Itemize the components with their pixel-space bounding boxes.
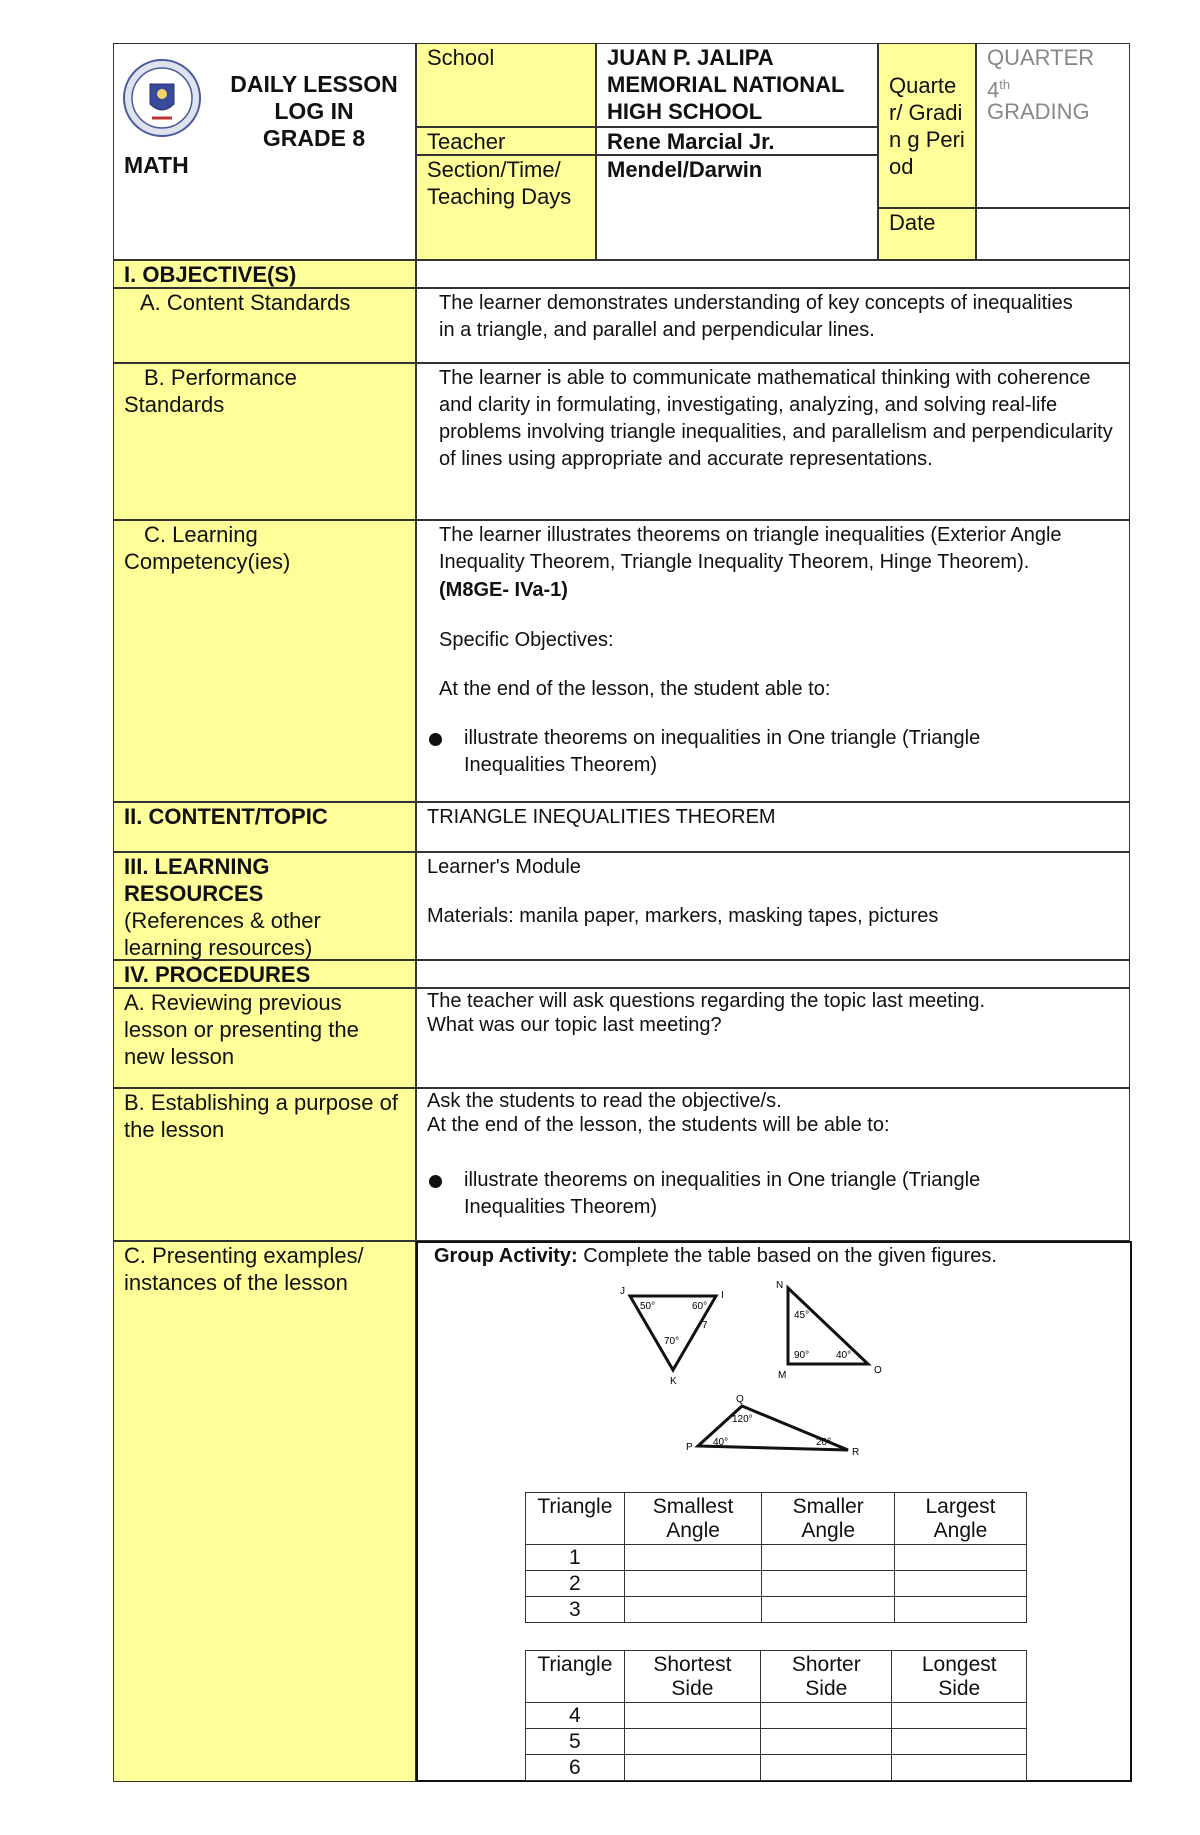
angles-header-smallest: Smallest Angle <box>624 1493 762 1545</box>
review-text-cell <box>416 988 1130 1088</box>
sides-header-shorter: Shorter Side <box>761 1651 892 1703</box>
purpose-label: B. Establishing a purpose of the lesson <box>124 1090 398 1142</box>
resources-label-rest: (References & other learning resources) <box>124 908 321 960</box>
sides-table-header-row <box>526 1651 1027 1703</box>
angles-row-3-cell[interactable] <box>762 1597 895 1623</box>
angles-table-header-row <box>526 1493 1027 1545</box>
t1-side-label: 7 <box>702 1320 708 1331</box>
t3-angle-q: 120° <box>732 1414 753 1425</box>
t1-angle-i: 60° <box>692 1301 708 1312</box>
header-title-line1: DAILY LESSON <box>230 71 398 97</box>
t2-vertex-n: N <box>776 1280 784 1291</box>
sides-header-shortest: Shortest Side <box>624 1651 760 1703</box>
competency-label-cell <box>113 520 416 802</box>
table-row <box>526 1729 1027 1755</box>
section-label-cell <box>416 155 596 260</box>
quarter-number: 4 <box>987 77 1000 103</box>
teacher-label: Teacher <box>427 129 506 154</box>
sides-header-triangle: Triangle <box>526 1651 625 1703</box>
angles-row-3-label: 3 <box>526 1597 625 1623</box>
resources-text2: Materials: manila paper, markers, masking tapes, pictures <box>427 905 939 927</box>
bullet-dot <box>429 1175 442 1188</box>
school-value-cell <box>596 43 878 127</box>
objectives-heading-cell <box>113 260 416 288</box>
table-row <box>526 1545 1027 1571</box>
group-activity-line <box>434 1243 997 1270</box>
content-topic-text: TRIANGLE INEQUALITIES THEOREM <box>427 806 776 828</box>
presenting-label-cell <box>113 1241 416 1782</box>
resources-text-cell <box>416 852 1130 960</box>
purpose-bullet <box>417 1167 1117 1221</box>
header-title-cell <box>113 43 416 260</box>
resources-label-bold: III. LEARNING RESOURCES <box>124 854 270 906</box>
competency-bullet <box>417 725 1117 779</box>
presenting-label: C. Presenting examples/ instances of the lesson <box>124 1243 364 1295</box>
competency-bullet-text: illustrate theorems on inequalities in One triangle (Triangle Inequalities Theorem) <box>464 727 981 776</box>
angles-row-1-cell[interactable] <box>895 1545 1027 1571</box>
sides-row-6-label: 6 <box>526 1755 625 1781</box>
angles-row-2-cell[interactable] <box>762 1571 895 1597</box>
table-row <box>526 1703 1027 1729</box>
section-value-cell <box>596 155 878 260</box>
content-topic-label: II. CONTENT/TOPIC <box>124 804 328 829</box>
angles-row-2-cell[interactable] <box>624 1571 762 1597</box>
t2-angle-n: 45° <box>794 1310 810 1321</box>
header-title-line2: LOG IN <box>274 98 354 124</box>
sides-row-4-cell[interactable] <box>624 1703 760 1729</box>
t1-vertex-j: J <box>620 1286 625 1297</box>
presenting-content-cell <box>416 1241 1132 1782</box>
t3-vertex-p: P <box>686 1442 693 1453</box>
content-standards-label-cell <box>113 288 416 363</box>
section-label: Section/Time/ Teaching Days <box>427 157 572 209</box>
angles-row-1-cell[interactable] <box>762 1545 895 1571</box>
competency-text: The learner illustrates theorems on triangle inequalities (Exterior Angle Inequality Theorem, Triangle Inequality Theorem, Hinge Theorem). <box>439 524 1062 573</box>
performance-label-cell <box>113 363 416 520</box>
purpose-text-cell <box>416 1088 1130 1241</box>
purpose-text1: Ask the students to read the objective/s. <box>427 1090 782 1112</box>
review-label-cell <box>113 988 416 1088</box>
content-topic-label-cell <box>113 802 416 852</box>
quarter-value-a: QUARTER <box>987 45 1095 70</box>
triangle-figures <box>618 1278 938 1463</box>
group-activity-text: Complete the table based on the given figures. <box>583 1245 997 1267</box>
sides-row-5-cell[interactable] <box>892 1729 1027 1755</box>
angles-table <box>525 1492 1027 1623</box>
school-label: School <box>427 45 495 70</box>
competency-label: C. Learning Competency(ies) <box>124 522 291 574</box>
sides-row-4-cell[interactable] <box>892 1703 1027 1729</box>
end-of-lesson: At the end of the lesson, the student able to: <box>439 678 831 700</box>
header-subject: MATH <box>124 152 189 178</box>
angles-header-smaller: Smaller Angle <box>762 1493 895 1545</box>
quarter-value-c: GRADING <box>987 99 1090 124</box>
angles-row-3-cell[interactable] <box>624 1597 762 1623</box>
angles-row-1-label: 1 <box>526 1545 625 1571</box>
t2-angle-m: 90° <box>794 1350 810 1361</box>
teacher-value-cell <box>596 127 878 155</box>
teacher-value: Rene Marcial Jr. <box>607 129 775 154</box>
bullet-dot <box>429 733 442 746</box>
review-text1: The teacher will ask questions regarding the topic last meeting. <box>427 990 986 1012</box>
procedures-heading: IV. PROCEDURES <box>124 962 311 987</box>
competency-code: (M8GE- IVa-1) <box>439 579 568 601</box>
date-label: Date <box>889 210 936 235</box>
quarter-sup: th <box>999 77 1011 92</box>
sides-table <box>525 1650 1027 1781</box>
school-label-cell <box>416 43 596 127</box>
procedures-heading-cell <box>113 960 416 988</box>
procedures-empty-cell <box>416 960 1130 988</box>
angles-row-3-cell[interactable] <box>895 1597 1027 1623</box>
content-standards-text-cell <box>416 288 1130 363</box>
content-standards-text: The learner demonstrates understanding of key concepts of inequalities in a triangle, and parallel and perpendicular lines. <box>439 292 1073 341</box>
t3-vertex-r: R <box>852 1447 860 1458</box>
resources-label-cell <box>113 852 416 960</box>
t3-angle-r: 20° <box>816 1437 832 1448</box>
table-row <box>526 1755 1027 1781</box>
t1-angle-j: 50° <box>640 1301 656 1312</box>
sides-row-6-cell[interactable] <box>892 1755 1027 1781</box>
performance-text: The learner is able to communicate mathematical thinking with coherence and clarity in formulating, investigating, analyzing, and solving real-life problems involving triangle inequalities, and parallelism and perpendicularity of lines using appropriate and accurate representations. <box>439 367 1113 470</box>
purpose-bullet-text: illustrate theorems on inequalities in One triangle (Triangle Inequalities Theorem) <box>464 1169 981 1218</box>
t1-vertex-k: K <box>670 1376 677 1387</box>
t3-vertex-q: Q <box>736 1394 744 1405</box>
specific-objectives: Specific Objectives: <box>439 629 614 651</box>
section-value: Mendel/Darwin <box>607 157 763 182</box>
header-title-line3: GRADE 8 <box>262 125 366 151</box>
t1-angle-k: 70° <box>664 1336 680 1347</box>
angles-row-2-label: 2 <box>526 1571 625 1597</box>
t1-vertex-i: I <box>721 1290 724 1301</box>
sides-header-longest: Longest Side <box>892 1651 1027 1703</box>
sides-row-5-cell[interactable] <box>761 1729 892 1755</box>
resources-text1: Learner's Module <box>427 856 581 878</box>
teacher-label-cell <box>416 127 596 155</box>
angles-row-2-cell[interactable] <box>895 1571 1027 1597</box>
quarter-label: Quarte r/ Gradin g Period <box>889 73 965 179</box>
review-label: A. Reviewing previous lesson or presenting the new lesson <box>124 990 359 1069</box>
sides-row-5-cell[interactable] <box>624 1729 760 1755</box>
performance-label: B. Performance Standards <box>124 365 297 417</box>
t2-vertex-m: M <box>778 1370 787 1381</box>
content-standards-label: A. Content Standards <box>140 290 351 315</box>
t2-angle-o: 40° <box>836 1350 852 1361</box>
angles-row-1-cell[interactable] <box>624 1545 762 1571</box>
table-row <box>526 1571 1027 1597</box>
sides-row-6-cell[interactable] <box>761 1755 892 1781</box>
t2-vertex-o: O <box>874 1365 882 1376</box>
date-value-cell <box>976 208 1130 260</box>
angles-header-largest: Largest Angle <box>895 1493 1027 1545</box>
purpose-text2: At the end of the lesson, the students will be able to: <box>427 1114 890 1136</box>
school-value: JUAN P. JALIPA MEMORIAL NATIONAL HIGH SCHOOL <box>607 45 845 124</box>
objectives-heading: I. OBJECTIVE(S) <box>124 262 297 287</box>
purpose-label-cell <box>113 1088 416 1241</box>
review-text2: What was our topic last meeting? <box>427 1014 722 1036</box>
sides-row-5-label: 5 <box>526 1729 625 1755</box>
sides-row-6-cell[interactable] <box>624 1755 760 1781</box>
sides-row-4-label: 4 <box>526 1703 625 1729</box>
deped-seal-logo <box>122 58 202 138</box>
competency-text-cell <box>416 520 1130 802</box>
angles-header-triangle: Triangle <box>526 1493 625 1545</box>
quarter-value-cell <box>976 43 1130 208</box>
quarter-label-cell <box>878 43 976 208</box>
table-row <box>526 1597 1027 1623</box>
sides-row-4-cell[interactable] <box>761 1703 892 1729</box>
objectives-empty-cell <box>416 260 1130 288</box>
group-activity-bold: Group Activity: <box>434 1245 578 1267</box>
content-topic-text-cell <box>416 802 1130 852</box>
performance-text-cell <box>416 363 1130 520</box>
date-label-cell <box>878 208 976 260</box>
t3-angle-p: 40° <box>713 1437 729 1448</box>
